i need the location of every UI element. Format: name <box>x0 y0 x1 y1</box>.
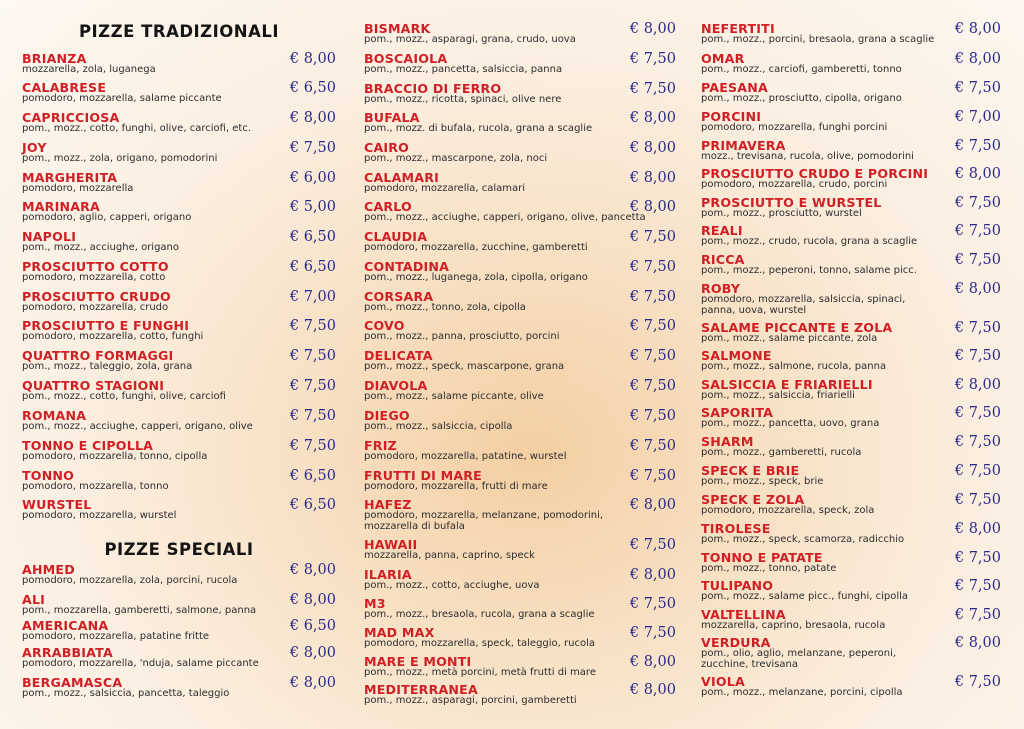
menu-item <box>364 626 676 650</box>
menu-item <box>364 349 676 373</box>
pizza-ingredients: pom., mozz., acciughe, capperi, origano, olive, pancetta <box>364 212 646 223</box>
pizza-ingredients: pomodoro, aglio, capperi, origano <box>22 212 192 223</box>
pizza-ingredients: pomodoro, mozzarella, cotto <box>22 272 166 283</box>
pizza-name: MARE E MONTI <box>364 654 472 669</box>
pizza-name: BOSCAIOLA <box>364 51 448 66</box>
pizza-name: WURSTEL <box>22 497 92 512</box>
pizza-price: € 7,50 <box>629 378 676 394</box>
pizza-price: € 7,50 <box>954 252 1001 268</box>
pizza-price: € 7,50 <box>954 80 1001 96</box>
menu-item <box>22 469 336 493</box>
menu-item <box>701 464 1001 488</box>
pizza-price: € 8,00 <box>629 21 676 37</box>
pizza-ingredients: pomodoro, mozzarella, funghi porcini <box>701 122 888 133</box>
menu-item <box>701 579 1001 603</box>
pizza-name: VIOLA <box>701 674 745 689</box>
pizza-name: SPECK E ZOLA <box>701 492 805 507</box>
pizza-name: TONNO E PATATE <box>701 550 823 565</box>
pizza-name: PROSCIUTTO COTTO <box>22 259 169 274</box>
pizza-price: € 7,50 <box>629 259 676 275</box>
menu-item <box>22 646 336 670</box>
pizza-name: M3 <box>364 596 386 611</box>
pizza-name: SALAME PICCANTE E ZOLA <box>701 320 893 335</box>
pizza-ingredients: pom., mozz., peperoni, tonno, salame picc. <box>701 265 917 276</box>
menu-item <box>22 290 336 314</box>
pizza-price: € 8,00 <box>629 170 676 186</box>
menu-item <box>22 81 336 105</box>
pizza-price: € 5,00 <box>289 199 336 215</box>
pizza-price: € 7,50 <box>954 463 1001 479</box>
menu-item <box>701 81 1001 105</box>
menu-item <box>364 409 676 433</box>
pizza-price: € 7,50 <box>289 348 336 364</box>
pizza-ingredients: pom., mozz., taleggio, zola, grana <box>22 361 193 372</box>
pizza-name: QUATTRO FORMAGGI <box>22 348 174 363</box>
menu-item <box>22 593 336 617</box>
pizza-name: MARGHERITA <box>22 170 118 185</box>
menu-item <box>364 82 676 106</box>
pizza-name: VERDURA <box>701 635 771 650</box>
pizza-name: DIAVOLA <box>364 378 428 393</box>
pizza-ingredients: pom., mozz., salsiccia, pancetta, taleggio <box>22 688 230 699</box>
pizza-name: ROBY <box>701 281 741 296</box>
pizza-price: € 7,50 <box>289 408 336 424</box>
pizza-name: PROSCIUTTO E FUNGHI <box>22 318 190 333</box>
pizza-ingredients: pom., mozz., salsiccia, friarielli <box>701 390 855 401</box>
pizza-ingredients: pom., mozz., prosciutto, cipolla, origano <box>701 93 902 104</box>
pizza-price: € 7,50 <box>954 674 1001 690</box>
pizza-ingredients: mozzarella, caprino, bresaola, rucola <box>701 620 886 631</box>
pizza-price: € 8,00 <box>629 682 676 698</box>
pizza-ingredients: pom., mozz., speck, scamorza, radicchio <box>701 534 905 545</box>
menu-item <box>701 522 1001 546</box>
pizza-price: € 7,50 <box>954 223 1001 239</box>
pizza-name: BISMARK <box>364 21 431 36</box>
pizza-ingredients: zucchine, trevisana <box>701 658 799 670</box>
pizza-name: ARRABBIATA <box>22 645 113 660</box>
pizza-price: € 7,50 <box>629 81 676 97</box>
pizza-ingredients: pom., mozz., metà porcini, metà frutti di mare <box>364 667 596 678</box>
pizza-price: € 7,50 <box>629 438 676 454</box>
pizza-ingredients: pom., mozz., pancetta, uovo, grana <box>701 418 880 429</box>
pizza-ingredients: pomodoro, mozzarella, patatine, wurstel <box>364 451 567 462</box>
pizza-ingredients: pomodoro, mozzarella, cotto, funghi <box>22 331 204 342</box>
pizza-price: € 8,00 <box>289 51 336 67</box>
pizza-name: BERGAMASCA <box>22 675 123 690</box>
pizza-name: OMAR <box>701 51 745 66</box>
pizza-ingredients: pom., mozz., prosciutto, wurstel <box>701 208 862 219</box>
pizza-ingredients: pom., mozz., ricotta, spinaci, olive nere <box>364 94 562 105</box>
pizza-name: AHMED <box>22 562 75 577</box>
menu-item <box>22 349 336 373</box>
pizza-ingredients: pom., mozz., bresaola, rucola, grana a scaglie <box>364 609 595 620</box>
menu-item <box>22 200 336 224</box>
menu-item <box>701 406 1001 430</box>
pizza-ingredients: pom., mozz., asparagi, porcini, gamberetti <box>364 695 577 706</box>
pizza-name: CAIRO <box>364 140 410 155</box>
pizza-name: HAFEZ <box>364 497 412 512</box>
menu-item <box>22 498 336 522</box>
pizza-price: € 7,50 <box>289 318 336 334</box>
pizza-name: CALAMARI <box>364 170 440 185</box>
pizza-price: € 7,50 <box>954 348 1001 364</box>
menu-item <box>22 409 336 433</box>
pizza-price: € 8,00 <box>289 645 336 661</box>
pizza-ingredients: pom., mozzarella, gamberetti, salmone, panna <box>22 605 257 616</box>
menu-item <box>364 683 676 707</box>
pizza-ingredients: pomodoro, mozzarella, 'nduja, salame piccante <box>22 658 259 669</box>
menu-item <box>364 469 676 493</box>
pizza-name: ALI <box>22 592 46 607</box>
pizza-ingredients: pom., mozz., salame picc., funghi, cipolla <box>701 591 909 602</box>
pizza-name: PROSCIUTTO CRUDO E PORCINI <box>701 166 929 181</box>
menu-item <box>364 538 676 562</box>
menu-item <box>364 22 676 46</box>
pizza-price: € 7,50 <box>629 468 676 484</box>
pizza-price: € 7,50 <box>289 438 336 454</box>
pizza-name: ILARIA <box>364 567 412 582</box>
pizza-price: € 6,50 <box>289 618 336 634</box>
pizza-ingredients: pomodoro, mozzarella, calamari <box>364 183 526 194</box>
pizza-price: € 7,50 <box>954 320 1001 336</box>
pizza-ingredients: pom., mozz., pancetta, salsiccia, panna <box>364 64 563 75</box>
pizza-ingredients: pomodoro, mozzarella, salame piccante <box>22 93 222 104</box>
menu-item <box>364 171 676 195</box>
menu-item <box>22 379 336 403</box>
pizza-price: € 7,50 <box>629 537 676 553</box>
pizza-price: € 8,00 <box>629 654 676 670</box>
menu-item <box>701 167 1001 191</box>
pizza-ingredients: pom., mozz., carciofi, gamberetti, tonno <box>701 64 902 75</box>
pizza-ingredients: pom., mozz., melanzane, porcini, cipolla <box>701 687 903 698</box>
pizza-ingredients: pom., mozz., porcini, bresaola, grana a scaglie <box>701 34 935 45</box>
pizza-ingredients: mozzarella, zola, luganega <box>22 64 156 75</box>
pizza-price: € 8,00 <box>954 21 1001 37</box>
pizza-name: SALSICCIA E FRIARIELLI <box>701 377 873 392</box>
pizza-price: € 8,00 <box>954 521 1001 537</box>
pizza-price: € 7,50 <box>629 348 676 364</box>
pizza-name: REALI <box>701 223 743 238</box>
menu-item <box>22 260 336 284</box>
pizza-name: VALTELLINA <box>701 607 786 622</box>
menu-item <box>364 655 676 679</box>
menu-item <box>364 290 676 314</box>
pizza-name: MARINARA <box>22 199 100 214</box>
pizza-name: SHARM <box>701 434 754 449</box>
pizza-price: € 6,50 <box>289 259 336 275</box>
pizza-price: € 8,00 <box>629 110 676 126</box>
menu-item <box>364 260 676 284</box>
pizza-price: € 7,50 <box>954 138 1001 154</box>
pizza-ingredients: pom., mozz., luganega, zola, cipolla, origano <box>364 272 588 283</box>
pizza-price: € 7,00 <box>289 289 336 305</box>
pizza-price: € 7,50 <box>954 405 1001 421</box>
pizza-ingredients: pom., mozz., acciughe, origano <box>22 242 180 253</box>
pizza-price: € 7,00 <box>954 109 1001 125</box>
pizza-price: € 7,50 <box>629 289 676 305</box>
pizza-ingredients: pomodoro, mozzarella, wurstel <box>22 510 177 521</box>
pizza-ingredients: pom., mozz., salame piccante, zola <box>701 333 878 344</box>
pizza-price: € 7,50 <box>629 625 676 641</box>
pizza-price: € 7,50 <box>954 550 1001 566</box>
pizza-ingredients: mozz., trevisana, rucola, olive, pomodorini <box>701 151 914 162</box>
pizza-ingredients: pomodoro, mozzarella, speck, taleggio, rucola <box>364 638 595 649</box>
menu-item <box>701 52 1001 76</box>
menu-item <box>22 230 336 254</box>
menu-item <box>701 378 1001 402</box>
menu-item <box>701 282 1001 316</box>
pizza-ingredients: mozzarella di bufala <box>364 520 465 532</box>
pizza-name: DELICATA <box>364 348 433 363</box>
pizza-ingredients: panna, uova, wurstel <box>701 304 807 316</box>
menu-item <box>22 439 336 463</box>
menu-item <box>701 196 1001 220</box>
pizza-ingredients: pomodoro, mozzarella, salsiccia, spinaci, <box>701 294 906 305</box>
pizza-name: BUFALA <box>364 110 420 125</box>
pizza-price: € 8,00 <box>954 377 1001 393</box>
pizza-name: PROSCIUTTO E WURSTEL <box>701 195 882 210</box>
pizza-name: CORSARA <box>364 289 434 304</box>
menu-item <box>22 171 336 195</box>
pizza-name: PROSCIUTTO CRUDO <box>22 289 171 304</box>
menu-item <box>22 676 336 700</box>
pizza-ingredients: pom., mozz., salmone, rucola, panna <box>701 361 887 372</box>
pizza-price: € 7,50 <box>629 51 676 67</box>
pizza-price: € 8,00 <box>629 497 676 513</box>
pizza-ingredients: pomodoro, mozzarella, crudo, porcini <box>701 179 888 190</box>
pizza-name: SALMONE <box>701 348 772 363</box>
menu-item <box>701 636 1001 670</box>
pizza-name: FRIZ <box>364 438 397 453</box>
pizza-ingredients: pom., mozz., panna, prosciutto, porcini <box>364 331 560 342</box>
pizza-price: € 7,50 <box>954 195 1001 211</box>
pizza-name: TONNO E CIPOLLA <box>22 438 154 453</box>
menu-item <box>701 110 1001 134</box>
pizza-ingredients: pom., mozz., tonno, zola, cipolla <box>364 302 526 313</box>
pizza-price: € 8,00 <box>954 166 1001 182</box>
pizza-name: AMERICANA <box>22 618 109 633</box>
pizza-ingredients: pom., mozz., cotto, funghi, olive, carciofi, etc. <box>22 123 252 134</box>
pizza-name: TULIPANO <box>701 578 774 593</box>
menu-item <box>364 597 676 621</box>
menu-item <box>22 563 336 587</box>
pizza-price: € 7,50 <box>629 596 676 612</box>
pizza-price: € 8,00 <box>289 592 336 608</box>
pizza-name: CARLO <box>364 199 412 214</box>
menu-item <box>22 111 336 135</box>
pizza-price: € 7,50 <box>289 140 336 156</box>
pizza-price: € 8,00 <box>954 51 1001 67</box>
pizza-ingredients: pomodoro, mozzarella, zola, porcini, rucola <box>22 575 238 586</box>
pizza-ingredients: pomodoro, mozzarella <box>22 183 134 194</box>
pizza-price: € 7,50 <box>954 578 1001 594</box>
pizza-name: COVO <box>364 318 405 333</box>
pizza-ingredients: pomodoro, mozzarella, crudo <box>22 302 169 313</box>
pizza-ingredients: pom., mozz., crudo, rucola, grana a scaglie <box>701 236 918 247</box>
menu-item <box>364 568 676 592</box>
pizza-name: CALABRESE <box>22 80 107 95</box>
pizza-price: € 7,50 <box>629 408 676 424</box>
pizza-price: € 8,00 <box>629 140 676 156</box>
pizza-ingredients: pom., mozz., speck, brie <box>701 476 824 487</box>
menu-item <box>22 52 336 76</box>
pizza-ingredients: pom., mozz., mascarpone, zola, noci <box>364 153 548 164</box>
pizza-ingredients: pom., mozz., cotto, funghi, olive, carciofi <box>22 391 226 402</box>
pizza-price: € 8,00 <box>954 635 1001 651</box>
pizza-ingredients: pom., mozz., cotto, acciughe, uova <box>364 580 540 591</box>
pizza-name: SAPORITA <box>701 405 774 420</box>
pizza-ingredients: pom., mozz., salame piccante, olive <box>364 391 544 402</box>
pizza-ingredients: pomodoro, mozzarella, patatine fritte <box>22 631 210 642</box>
pizza-name: TONNO <box>22 468 75 483</box>
menu-item <box>364 200 676 224</box>
pizza-price: € 8,00 <box>289 675 336 691</box>
menu-item <box>22 141 336 165</box>
pizza-ingredients: pomodoro, mozzarella, frutti di mare <box>364 481 548 492</box>
pizza-name: ROMANA <box>22 408 87 423</box>
menu-item <box>364 230 676 254</box>
pizza-price: € 7,50 <box>954 492 1001 508</box>
pizza-ingredients: pomodoro, mozzarella, tonno, cipolla <box>22 451 208 462</box>
menu-item <box>22 619 336 643</box>
pizza-name: CAPRICCIOSA <box>22 110 120 125</box>
pizza-name: CLAUDIA <box>364 229 428 244</box>
pizza-price: € 7,50 <box>954 607 1001 623</box>
pizza-ingredients: pom., mozz., zola, origano, pomodorini <box>22 153 218 164</box>
menu-item <box>701 253 1001 277</box>
pizza-price: € 7,50 <box>289 378 336 394</box>
pizza-price: € 6,50 <box>289 229 336 245</box>
pizza-name: MAD MAX <box>364 625 435 640</box>
menu-item <box>701 349 1001 373</box>
pizza-ingredients: pomodoro, mozzarella, speck, zola <box>701 505 875 516</box>
pizza-name: PRIMAVERA <box>701 138 786 153</box>
pizza-name: RICCA <box>701 252 745 267</box>
pizza-name: NEFERTITI <box>701 21 775 36</box>
pizza-name: SPECK E BRIE <box>701 463 800 478</box>
section-title-speciali: PIZZE SPECIALI <box>104 540 254 559</box>
pizza-name: BRIANZA <box>22 51 87 66</box>
pizza-ingredients: pom., mozz. di bufala, rucola, grana a scaglie <box>364 123 593 134</box>
section-title-tradizionali: PIZZE TRADIZIONALI <box>78 22 280 41</box>
menu-item <box>701 224 1001 248</box>
menu-item <box>701 493 1001 517</box>
pizza-name: MEDITERRANEA <box>364 682 478 697</box>
pizza-name: JOY <box>22 140 47 155</box>
menu-item <box>701 321 1001 345</box>
pizza-name: PAESANA <box>701 80 768 95</box>
pizza-name: NAPOLI <box>22 229 77 244</box>
pizza-name: DIEGO <box>364 408 410 423</box>
pizza-price: € 8,00 <box>289 562 336 578</box>
pizza-name: BRACCIO DI FERRO <box>364 81 502 96</box>
menu-item <box>364 141 676 165</box>
menu-item <box>701 22 1001 46</box>
pizza-price: € 8,00 <box>629 567 676 583</box>
pizza-ingredients: mozzarella, panna, caprino, speck <box>364 550 535 561</box>
menu-item <box>701 608 1001 632</box>
pizza-ingredients: pom., mozz., speck, mascarpone, grana <box>364 361 565 372</box>
menu-item <box>701 435 1001 459</box>
pizza-price: € 7,50 <box>629 318 676 334</box>
menu-item <box>22 319 336 343</box>
pizza-price: € 6,50 <box>289 80 336 96</box>
pizza-ingredients: pom., olio, aglio, melanzane, peperoni, <box>701 648 897 659</box>
pizza-price: € 6,50 <box>289 468 336 484</box>
menu-item <box>701 139 1001 163</box>
pizza-ingredients: pomodoro, mozzarella, melanzane, pomodorini, <box>364 510 604 521</box>
pizza-price: € 6,00 <box>289 170 336 186</box>
pizza-name: QUATTRO STAGIONI <box>22 378 165 393</box>
pizza-name: HAWAII <box>364 537 418 552</box>
pizza-price: € 6,50 <box>289 497 336 513</box>
pizza-ingredients: pom., mozz., asparagi, grana, crudo, uova <box>364 34 576 45</box>
pizza-name: TIROLESE <box>701 521 771 536</box>
pizza-price: € 7,50 <box>954 434 1001 450</box>
pizza-price: € 8,00 <box>289 110 336 126</box>
menu-item <box>364 498 676 532</box>
pizza-ingredients: pom., mozz., acciughe, capperi, origano, olive <box>22 421 253 432</box>
menu-item <box>701 551 1001 575</box>
pizza-name: CONTADINA <box>364 259 450 274</box>
menu-item <box>701 675 1001 699</box>
pizza-ingredients: pom., mozz., tonno, patate <box>701 563 837 574</box>
pizza-ingredients: pomodoro, mozzarella, tonno <box>22 481 169 492</box>
menu-item <box>364 52 676 76</box>
pizza-price: € 8,00 <box>954 281 1001 297</box>
menu-item <box>364 439 676 463</box>
menu-item <box>364 111 676 135</box>
menu-item <box>364 319 676 343</box>
pizza-ingredients: pomodoro, mozzarella, zucchine, gamberetti <box>364 242 588 253</box>
pizza-ingredients: pom., mozz., gamberetti, rucola <box>701 447 862 458</box>
pizza-price: € 8,00 <box>629 199 676 215</box>
pizza-ingredients: pom., mozz., salsiccia, cipolla <box>364 421 513 432</box>
pizza-name: FRUTTI DI MARE <box>364 468 482 483</box>
pizza-name: PORCINI <box>701 109 762 124</box>
menu-item <box>364 379 676 403</box>
pizza-price: € 7,50 <box>629 229 676 245</box>
